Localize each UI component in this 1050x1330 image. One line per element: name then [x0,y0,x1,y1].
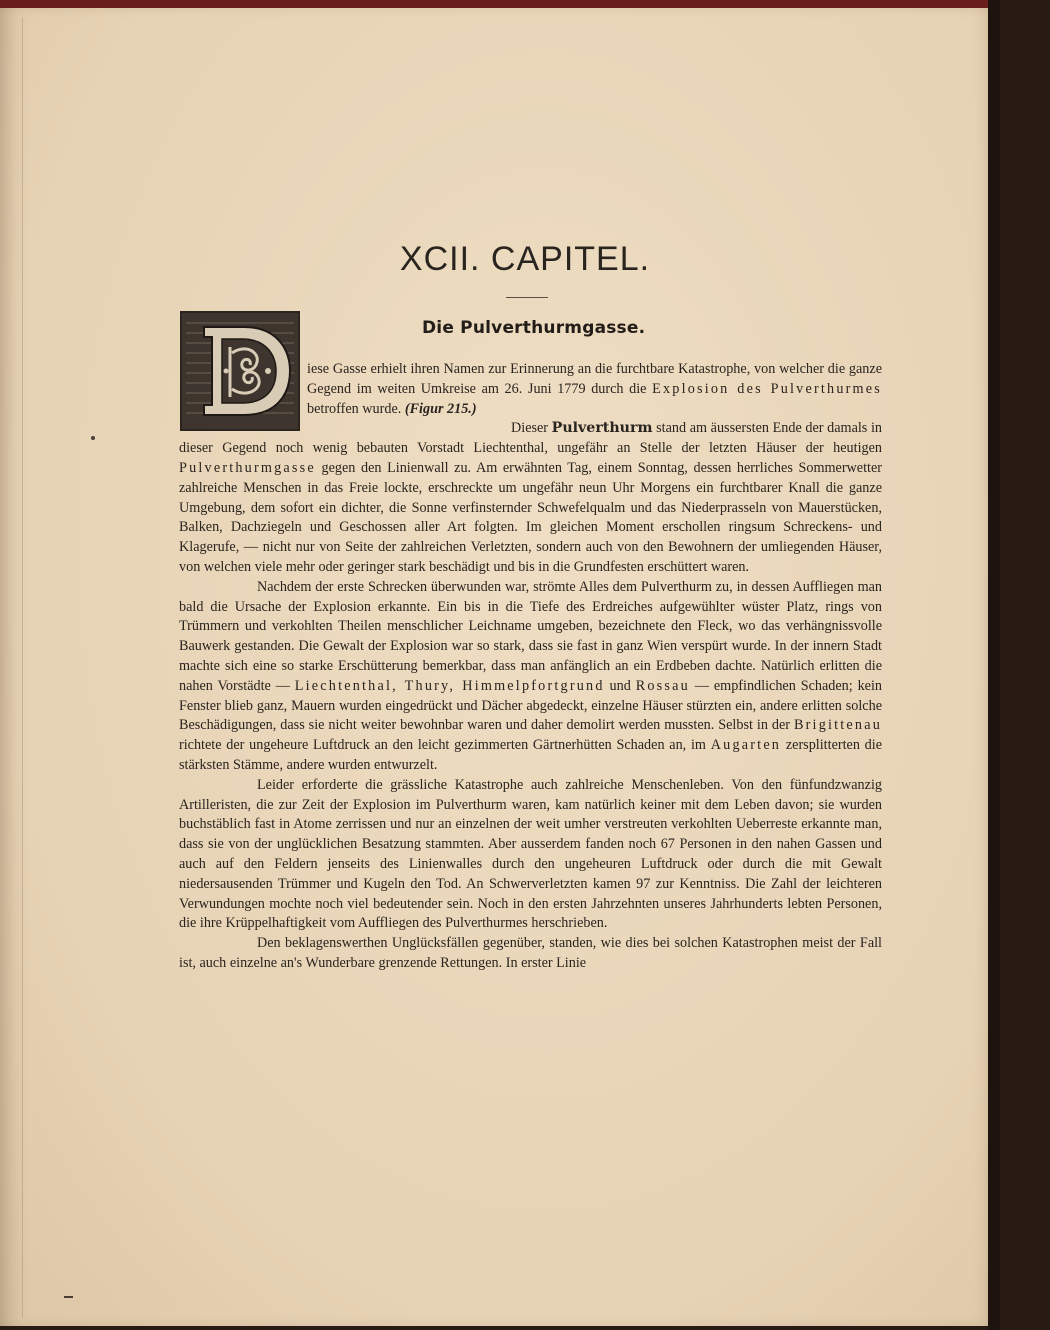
page-gutter [22,18,23,1318]
paragraph-5: Den beklagenswerthen Unglücksfällen gegenüber, standen, wie dies bei solchen Katastrophen meist der Fall ist, auch einzelne an's Wunderbare grenzende Rettungen. In erster Linie [179,935,882,971]
title-divider [506,297,548,298]
paragraph-4: Leider erforderte die grässliche Katastrophe auch zahlreiche Menschenleben. Von den fünfundzwanzig Artilleristen, die zur Zeit der Explosion im Pulverthurm waren, kam natürlich keiner mit dem Leben davon; sie wurden buchstäblich fast in Atome zerrissen und nur an einzelnen der weit umher verstreuten verkohlten Ueberreste erkannte man, dass sie von der unglücklichen Besatzung stammten. Aber ausserdem fanden noch 67 Personen in den nahen Gassen und auch auf den Feldern jenseits des Linienwalles durch den ungeheuren Luftdruck oder durch die mit Gewalt niedersausenden Trümmer und Kugeln den Tod. An Schwerverletzten kamen 97 zur Kenntniss. Die Zahl der leichteren Verwundungen mochte noch viel bedeutender sein. Noch in den ersten Jahrzehnten unseres Jahrhunderts lebten Personen, die ihre Krüppelhaftigkeit vom Auffliegen des Pulverthurmes herschrieben. [179,776,882,932]
figure-reference: (Figur 215.) [404,400,477,417]
spaced-term: Pulverthurmgasse [179,459,316,476]
paragraph-2: Dieser Pulverthurm stand am äussersten Ende der damals in dieser Gegend noch wenig bebauten Vorstadt Liechtenthal, ungefähr an Stelle der letzten Häuser der heutigen Pulverthurmgasse gegen den Linienwall zu. Am erwähnten Tag, einem Sonntag, dessen herrliches Sommerwetter zahlreiche Menschen in das Freie lockte, erschreckte um ungefähr neun Uhr Morgens ein furchtbarer Knall die ganze Umgebung, dem sofort ein dichter, die Sonne verfinsternder Schwefelqualm und das Niederprasseln von Mauerstücken, Balken, Dachziegeln und Geschossen aller Art folgten. Im gleichen Moment erschollen ringsum Schreckens- und Klagerufe, — nicht nur von Seite der zahlreichen Verletzten, sondern auch von den Bewohnern der umliegenden Häuser, von welchen viele mehr oder geringer stark beschädigt und bis in die Grundfesten erschüttert waren. [179,420,883,575]
blackletter-term: Pulverthurm [551,420,653,437]
page-mark [64,1296,73,1298]
paragraph-1: iese Gasse erhielt ihren Namen zur Erinnerung an die furchtbare Katastrophe, von welcher die ganze Gegend im weiten Umkreise am 26. Juni 1779 durch die Explosion des Pulverthurmes betroffen wurde. (Figur 215.) [307,361,882,417]
spaced-term: Liechtenthal, Thury, Himmelpfortgrund [294,677,605,694]
article-body [179,340,882,974]
spaced-term: Explosion des Pulverthurmes [652,380,882,397]
spaced-term: Brigittenau [793,717,882,734]
spaced-term: Rossau [635,677,690,694]
page-speck [91,436,95,440]
section-title: Die Pulverthurmgasse. [422,318,646,338]
book-right-edge [988,0,1000,1330]
initial-spacer [179,360,307,439]
spaced-term: Augarten [710,737,782,754]
paragraph-3: Nachdem der erste Schrecken überwunden war, strömte Alles dem Pulverthurm zu, in dessen Auffliegen man bald die Ursache der Explosion erkannte. Ein bis in die Tiefe des Erdreiches aufgewühlter wüster Platz, rings von Trümmern und verkohlten Theilen menschlicher Leichname umgeben, bezeichnete den Fleck, wo das verhängnissvolle Bauwerk gestanden. Die Gewalt der Explosion war so stark, dass sie fast in ganz Wien verspürt wurde. In der innern Stadt machte sich eine so starke Erschütterung bemerkbar, dass man anfänglich an ein Erdbeben dachte. Natürlich erlitten die nahen Vorstädte — Liechtenthal, Thury, Himmelpfortgrund und Rossau — empfindlichen Schaden; kein Fenster blieb ganz, Mauern wurden eingedrückt und Dächer abgedeckt, einzelne Häuser stürzten ein, andere erlitten solche Beschädigungen, dass sie nicht weiter bewohnbar waren und daher demolirt werden mussten. Selbst in der Brigittenau richtete der ungeheure Luftdruck an den leicht gezimmerten Gärtnerhütten Schaden an, im Augarten zersplitterten die stärksten Stämme, andere wurden entwurzelt. [179,578,883,773]
chapter-title: XCII. CAPITEL. [399,240,651,278]
